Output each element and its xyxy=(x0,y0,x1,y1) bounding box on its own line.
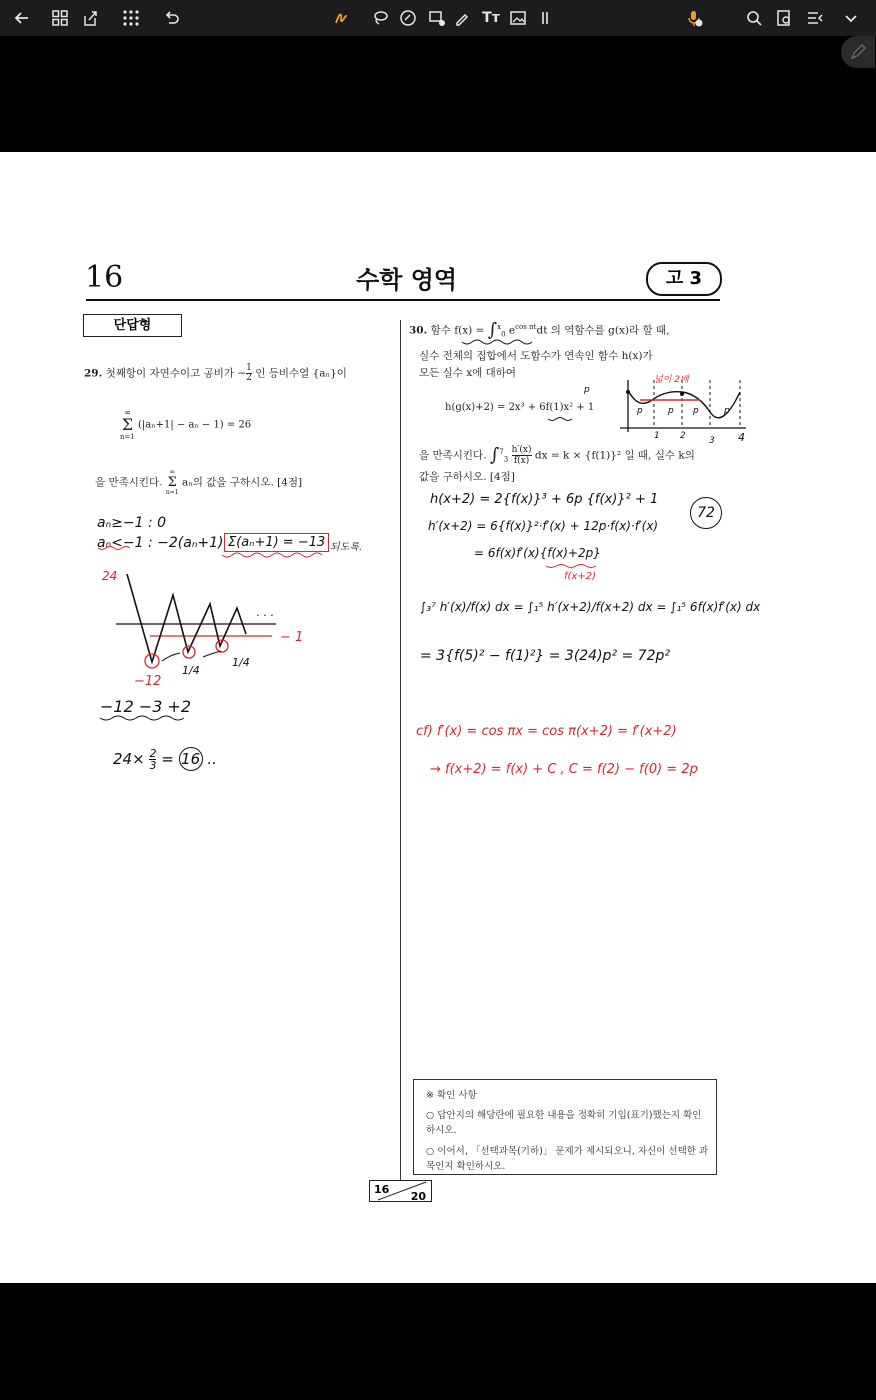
q30-int5-top: 7 xyxy=(499,448,504,456)
q30-line3: 모든 실수 x에 대하여 xyxy=(419,367,517,379)
hw30-tick: 3 xyxy=(709,436,715,446)
back-arrow-icon[interactable] xyxy=(10,6,34,30)
page-settings-icon[interactable] xyxy=(772,6,796,30)
hw30-p-mark: p xyxy=(724,406,730,416)
hw29-label-ratio-b: 1/4 xyxy=(232,656,250,669)
app-toolbar xyxy=(0,0,876,36)
hw30-answer: 72 xyxy=(690,497,722,529)
hw30-red-line1: cf) f′(x) = cos πx = cos π(x+2) = f′(x+2) xyxy=(416,724,677,739)
graph-sketch xyxy=(620,380,746,432)
hw29-boxed-condition: Σ(aₙ+1) = −13 xyxy=(224,533,329,552)
hw29-label-24: 24 xyxy=(102,569,118,583)
q30-text5-end: dx = k × {f(1)}² 일 때, 실수 k의 xyxy=(534,449,695,462)
q30-int5-bottom: 3 xyxy=(503,455,509,464)
q29-sum-bottom: n=1 xyxy=(120,433,135,441)
notice-item: ○ 답안지의 해당란에 필요한 내용을 정확히 기입(표기)했는지 확인하시오. xyxy=(426,1110,702,1136)
hw30-line3: = 6f(x)f′(x){f(x)+2p} xyxy=(474,546,601,560)
q29-number: 29. xyxy=(84,367,103,380)
q30-line2: 실수 전체의 집합에서 도함수가 연속인 함수 h(x)가 xyxy=(419,350,653,362)
q30-exp: cos πt xyxy=(515,323,537,331)
chevron-down-icon[interactable] xyxy=(839,6,863,30)
q29-text1-end: 인 등비수열 {aₙ}이 xyxy=(255,367,347,380)
hw29-sum-line: −12 −3 +2 xyxy=(100,697,192,716)
shapes-icon[interactable] xyxy=(425,6,449,30)
q29-text3-end: 의 값을 구하시오. [4점] xyxy=(192,476,303,489)
q29-frac-num: 1 xyxy=(246,363,252,373)
notice-item: ○ 이어서, 「선택과목(기하)」 문제가 제시되오니, 자신이 선택한 과목인지 확인하시오. xyxy=(426,1146,709,1172)
exam-page[interactable] xyxy=(0,152,876,1283)
hw29-label-ratio-a: 1/4 xyxy=(182,664,200,677)
hw30-tick: 2 xyxy=(680,431,686,441)
hw29-eq: = xyxy=(161,750,174,768)
q30-equation: h(g(x)+2) = 2x³ + 6f(1)x² + 1 xyxy=(445,402,595,413)
hw29-label-neg1: − 1 xyxy=(280,630,304,645)
search-icon[interactable] xyxy=(742,6,766,30)
page-title: 수학 영역 xyxy=(356,266,458,294)
q29-sum-top: ∞ xyxy=(124,408,131,417)
apps-icon[interactable] xyxy=(119,6,143,30)
pen-icon[interactable] xyxy=(330,6,354,30)
q30-number: 30. xyxy=(409,324,428,337)
q30-line5: 을 만족시킨다. ∫$^7_3$ $\frac{h'(x)}{f(x)}$ dx = k × {f(1)}² 일 때, 실수 k의 xyxy=(419,444,695,466)
q30-text1: 함수 f(x) = xyxy=(430,324,485,337)
page-number: 16 xyxy=(85,260,124,295)
hw30-line2: h′(x+2) = 6{f(x)}²·f′(x) + 12p·f(x)·f′(x) xyxy=(428,519,659,533)
hw30-tick: 4 xyxy=(738,431,745,444)
hw30-p-label: p xyxy=(584,385,590,395)
microphone-icon[interactable] xyxy=(682,6,706,30)
hw29-case1: aₙ≥−1 : 0 xyxy=(97,515,167,531)
hw30-p-mark: p xyxy=(693,406,699,416)
hw30-tick: 1 xyxy=(654,431,660,441)
q30-int-den: f(x) xyxy=(513,456,530,466)
q30-int-top: x xyxy=(497,323,502,331)
highlighter-icon[interactable] xyxy=(450,6,474,30)
zigzag-sketch xyxy=(116,574,276,668)
section-label: 단답형 xyxy=(83,314,182,337)
hw30-line5: = 3{f(5)² − f(1)²} = 3(24)p² = 72p² xyxy=(420,648,670,664)
text-icon[interactable] xyxy=(479,6,503,30)
hw29-case2: aₙ<−1 : −2(aₙ+1) xyxy=(97,535,224,551)
eraser-icon[interactable] xyxy=(396,6,420,30)
hw30-p-mark: p xyxy=(637,406,643,416)
q30-text5: 을 만족시킨다. xyxy=(419,449,487,462)
q29-text1: 첫째항이 자연수이고 공비가 − xyxy=(105,367,247,380)
q30-text1-end: dt 의 역함수를 g(x)라 할 때, xyxy=(536,324,670,337)
hw30-red-line2: → f(x+2) = f(x) + C , C = f(2) − f(0) = 2p xyxy=(430,762,698,777)
grid-view-icon[interactable] xyxy=(48,6,72,30)
text-tool-label: Tт xyxy=(482,10,500,26)
hw29-note: 되도록. xyxy=(330,542,363,553)
hw29-end: .. xyxy=(207,750,217,768)
hw30-line4: ∫₃⁷ h′(x)/f(x) dx = ∫₁⁵ h′(x+2)/f(x+2) dx = ∫₁⁵ 6f(x)f′(x) dx xyxy=(420,600,761,614)
hw30-graph-label: 넓이 2배 xyxy=(654,375,689,385)
more-icon[interactable] xyxy=(533,6,557,30)
hw30-line3-note: f(x+2) xyxy=(564,571,596,582)
undo-icon[interactable] xyxy=(160,6,184,30)
q29-sum-term: aₙ xyxy=(181,476,193,489)
notice-title: ※ 확인 사항 xyxy=(426,1090,477,1101)
q29-line3: 을 만족시킨다. ∞ Σ n=1 aₙ의 값을 구하시오. [4점] xyxy=(95,468,303,496)
hw30-p-mark: p xyxy=(668,406,674,416)
pencil-icon xyxy=(849,43,867,61)
q30-int-num: h′(x) xyxy=(511,445,532,455)
q30-integrand: e xyxy=(508,324,516,337)
lasso-icon[interactable] xyxy=(368,6,392,30)
q29-sum-expr: (|aₙ+1| − aₙ − 1) = 26 xyxy=(138,419,252,431)
floating-pen-button[interactable] xyxy=(841,36,875,68)
q30-line1: 30. 함수 f(x) = ∫$^x_0$ $e^{cos \pi t}dt$ 의 역함수를 g(x)라 할 때, xyxy=(409,319,670,341)
q30-line6: 값을 구하시오. [4점] xyxy=(419,471,515,483)
hw29-label-neg12: −12 xyxy=(134,674,162,689)
menu-icon[interactable] xyxy=(803,6,827,30)
q30-int-bottom: 0 xyxy=(501,330,506,339)
export-icon[interactable] xyxy=(78,6,102,30)
page-total: 20 xyxy=(410,1190,426,1203)
hw30-line1: h(x+2) = 2{f(x)}³ + 6p {f(x)}² + 1 xyxy=(430,492,659,507)
q29-text3: 을 만족시킨다. xyxy=(95,476,163,489)
hw29-answer: 16 xyxy=(179,747,203,771)
hw29-frac-n: 2 xyxy=(149,747,157,760)
grade-badge: 고 3 xyxy=(646,262,722,296)
hw29-dots: · · · xyxy=(256,609,274,622)
page-indicator xyxy=(369,1180,432,1202)
notice-box xyxy=(413,1079,717,1175)
page-current: 16 xyxy=(374,1183,390,1196)
q29-sum: ∞ Σ n=1 (|aₙ+1| − aₙ − 1) = 26 xyxy=(120,408,252,441)
q29-frac-den: 2 xyxy=(246,373,252,383)
hw29-final-a: 24× xyxy=(113,750,145,768)
hw29-frac-d: 3 xyxy=(149,759,157,772)
image-icon[interactable] xyxy=(506,6,530,30)
